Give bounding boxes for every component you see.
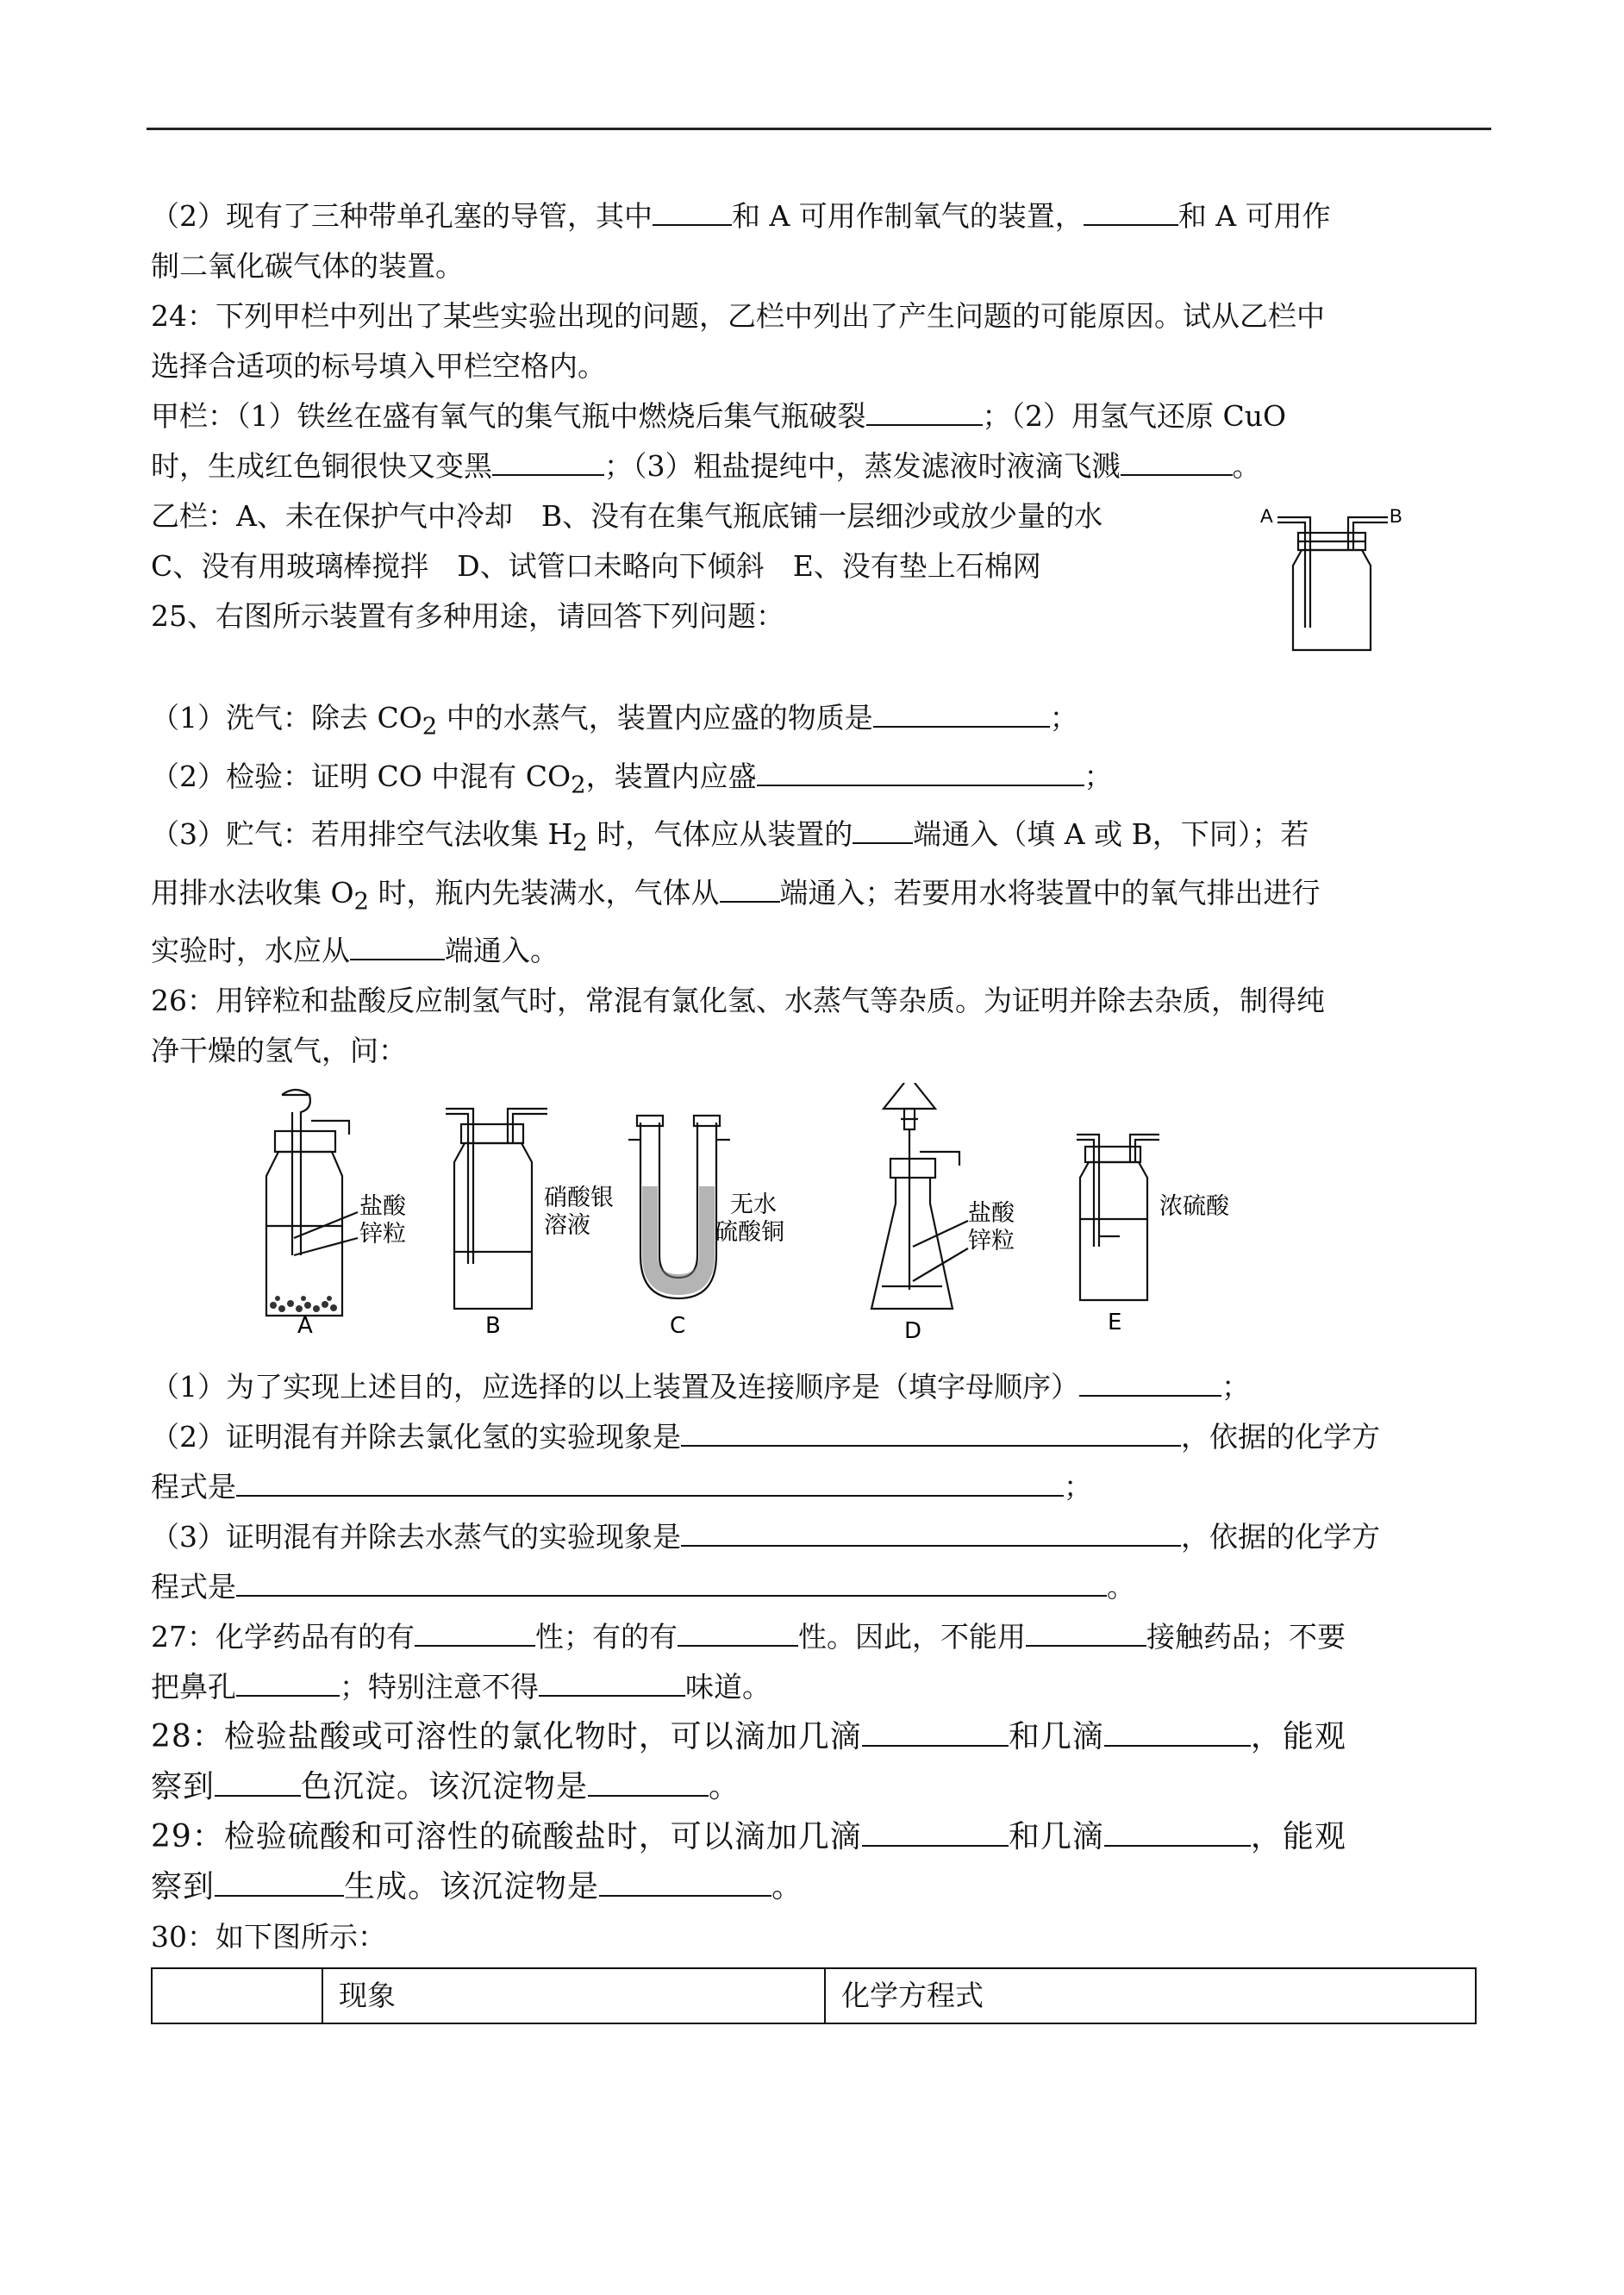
q26-apparatus-b bbox=[435, 1083, 642, 1333]
q25-text: ； bbox=[1049, 701, 1078, 735]
q30-header-blank bbox=[152, 1968, 322, 2023]
q24-blank-3[interactable] bbox=[1121, 447, 1233, 476]
q26-a-letter: A bbox=[297, 1313, 313, 1334]
q25-intro: 25、右图所示装置有多种用途，请回答下列问题： bbox=[151, 599, 784, 633]
q25-sub: 2 bbox=[571, 771, 586, 799]
q29-blank-2[interactable] bbox=[1104, 1817, 1251, 1847]
q26-apparatus-a bbox=[263, 1083, 461, 1333]
q29-blank-1[interactable] bbox=[862, 1817, 1009, 1847]
q25-sub: 2 bbox=[422, 712, 438, 741]
q26-part2-line1 bbox=[151, 1412, 1491, 1462]
q28-blank-3[interactable] bbox=[215, 1767, 301, 1797]
q24-blank-1[interactable] bbox=[866, 397, 983, 426]
q28-text: ，能观 bbox=[1250, 1719, 1346, 1755]
q27-line2 bbox=[151, 1662, 1491, 1712]
q25-text: 端通入；若要用水将装置中的氧气排出进行 bbox=[779, 875, 1321, 910]
q26-c-label-anhydrous: 无水 bbox=[730, 1191, 777, 1219]
worksheet-content bbox=[151, 191, 1491, 2024]
q25-bottle-figure bbox=[1259, 498, 1414, 653]
q30-header-phenomenon: 现象 bbox=[322, 1968, 825, 2023]
q26-b-letter: B bbox=[485, 1313, 501, 1334]
q24-text: 。 bbox=[1232, 449, 1261, 483]
q25-text: 端通入（填 A 或 B，下同）；若 bbox=[913, 817, 1309, 852]
q26-text: （2）证明混有并除去氯化氢的实验现象是 bbox=[151, 1420, 681, 1454]
q24-text: 甲栏：（1）铁丝在盛有氧气的集气瓶中燃烧后集气瓶破裂 bbox=[151, 399, 866, 433]
header-rule bbox=[147, 128, 1491, 130]
q29-text: ，能观 bbox=[1250, 1819, 1346, 1855]
q26-d-label-zn: 锌粒 bbox=[968, 1228, 1015, 1255]
q25-text: （1）洗气：除去 CO bbox=[151, 701, 422, 735]
q26-text: 程式是 bbox=[151, 1470, 236, 1504]
q28-text: 28：检验盐酸或可溶性的氯化物时，可以滴加几滴 bbox=[151, 1719, 862, 1755]
q28-text: 色沉淀。该沉淀物是 bbox=[301, 1769, 589, 1805]
q26-text: （3）证明混有并除去水蒸气的实验现象是 bbox=[151, 1520, 681, 1554]
q29-text: 察到 bbox=[151, 1869, 215, 1905]
q26-part3-line2 bbox=[151, 1562, 1491, 1612]
q26-e-label-h2so4: 浓硫酸 bbox=[1159, 1193, 1229, 1221]
q25-blank-1[interactable] bbox=[873, 698, 1050, 728]
q27-blank-4[interactable] bbox=[236, 1667, 340, 1697]
q25-blank-3[interactable] bbox=[853, 815, 913, 844]
q26-a-label-zn: 锌粒 bbox=[359, 1221, 406, 1248]
q24-jia-line2 bbox=[151, 441, 1491, 491]
q27-text: 性。因此，不能用 bbox=[798, 1620, 1026, 1654]
q26-text: ，依据的化学方 bbox=[1181, 1420, 1380, 1454]
q23-text: 和 A 可用作 bbox=[1177, 199, 1331, 233]
q26-apparatus-c bbox=[625, 1083, 832, 1333]
q25-text: 时，瓶内先装满水，气体从 bbox=[369, 875, 720, 910]
q28-blank-1[interactable] bbox=[862, 1717, 1009, 1747]
q27-blank-5[interactable] bbox=[539, 1667, 685, 1697]
q28-text: 和几滴 bbox=[1008, 1719, 1104, 1755]
q30-header-equation: 化学方程式 bbox=[825, 1968, 1476, 2023]
q28-line2 bbox=[151, 1762, 1491, 1812]
q26-blank-water-phenomenon[interactable] bbox=[681, 1517, 1181, 1547]
q28-text: 。 bbox=[709, 1769, 741, 1805]
q26-intro-line1: 26：用锌粒和盐酸反应制氢气时，常混有氯化氢、水蒸气等杂质。为证明并除去杂质，制得纯 bbox=[151, 984, 1325, 1018]
q27-blank-1[interactable] bbox=[415, 1617, 535, 1647]
q26-d-label-hcl: 盐酸 bbox=[968, 1200, 1015, 1228]
q25-part2 bbox=[151, 752, 1491, 810]
q27-text: 性；有的有 bbox=[535, 1620, 678, 1654]
q30-intro: 30：如下图所示： bbox=[151, 1920, 386, 1954]
q26-part2-line2 bbox=[151, 1462, 1491, 1512]
q26-text: （1）为了实现上述目的，应选择的以上装置及连接顺序是（填字母顺序） bbox=[151, 1370, 1079, 1404]
q29-text: 。 bbox=[771, 1869, 804, 1905]
q29-text: 和几滴 bbox=[1008, 1819, 1104, 1855]
q29-line1 bbox=[151, 1812, 1491, 1862]
q25-text: ； bbox=[1084, 759, 1113, 793]
q29-text: 生成。该沉淀物是 bbox=[344, 1869, 600, 1905]
q26-blank-order[interactable] bbox=[1079, 1367, 1221, 1397]
q26-text: ； bbox=[1064, 1470, 1092, 1504]
q25-sub: 2 bbox=[572, 829, 588, 857]
q27-blank-3[interactable] bbox=[1026, 1617, 1146, 1647]
q25-label-b: B bbox=[1390, 505, 1402, 527]
q27-line1 bbox=[151, 1612, 1491, 1662]
q26-c-label-cuso4: 硫酸铜 bbox=[715, 1219, 784, 1247]
q25-part3-line2 bbox=[151, 868, 1491, 927]
q23-text: 和 A 可用作制氧气的装置， bbox=[732, 199, 1084, 233]
q25-text: 时，气体应从装置的 bbox=[587, 817, 853, 852]
q29-line2 bbox=[151, 1862, 1491, 1912]
q26-part3-line1 bbox=[151, 1512, 1491, 1562]
q25-text: （2）检验：证明 CO 中混有 CO bbox=[151, 759, 572, 793]
q26-text: ； bbox=[1221, 1370, 1250, 1404]
q25-text: 中的水蒸气，装置内应盛的物质是 bbox=[437, 701, 873, 735]
q25-part3-line1 bbox=[151, 810, 1491, 868]
q29-blank-3[interactable] bbox=[215, 1867, 344, 1897]
q23-blank-oxygen[interactable] bbox=[653, 197, 732, 226]
q28-text: 察到 bbox=[151, 1769, 215, 1805]
q26-d-letter: D bbox=[904, 1318, 922, 1342]
q30-table bbox=[151, 1967, 1477, 2024]
q29-blank-4[interactable] bbox=[599, 1867, 771, 1897]
q26-text: 。 bbox=[1107, 1570, 1135, 1604]
q26-b-label-solution: 溶液 bbox=[544, 1212, 590, 1240]
q24-intro-line1: 24：下列甲栏中列出了某些实验出现的问题，乙栏中列出了产生问题的可能原因。试从乙栏中 bbox=[151, 299, 1325, 333]
q27-text: 把鼻孔 bbox=[151, 1670, 236, 1704]
q25-text: ，装置内应盛 bbox=[585, 759, 757, 793]
q24-yi-block bbox=[151, 491, 1491, 641]
q26-apparatus-d bbox=[866, 1083, 1065, 1341]
q25-sub: 2 bbox=[353, 887, 370, 916]
q26-b-label-agno3: 硝酸银 bbox=[544, 1185, 614, 1212]
q23-part2-line1 bbox=[151, 191, 1491, 241]
q25-part1 bbox=[151, 693, 1491, 752]
q24-text: ；（3）粗盐提纯中，蒸发滤液时液滴飞溅 bbox=[604, 449, 1121, 483]
q28-blank-4[interactable] bbox=[588, 1767, 709, 1797]
q25-label-a: A bbox=[1260, 505, 1273, 527]
q28-line1 bbox=[151, 1712, 1491, 1762]
q30-table-header-row bbox=[152, 1968, 1476, 2023]
q26-part1 bbox=[151, 1362, 1491, 1412]
q27-text: 接触药品；不要 bbox=[1146, 1620, 1346, 1654]
q25-blank-5[interactable] bbox=[350, 931, 445, 960]
q26-blank-water-equation[interactable] bbox=[236, 1567, 1107, 1597]
q26-blank-hcl-equation[interactable] bbox=[236, 1467, 1064, 1497]
q26-apparatus-row bbox=[263, 1083, 1491, 1341]
q23-part2-line2: 制二氧化碳气体的装置。 bbox=[151, 249, 464, 283]
q26-intro-line2: 净干燥的氢气，问： bbox=[151, 1034, 407, 1068]
q27-text: 味道。 bbox=[685, 1670, 771, 1704]
q23-text: （2）现有了三种带单孔塞的导管，其中 bbox=[151, 199, 653, 233]
q24-text: ；（2）用氢气还原 CuO bbox=[982, 399, 1287, 433]
q23-blank-co2[interactable] bbox=[1084, 197, 1178, 226]
q24-text: 时，生成红色铜很快又变黑 bbox=[151, 449, 492, 483]
q25-text: 用排水法收集 O bbox=[151, 875, 354, 910]
q25-text: 端通入。 bbox=[445, 934, 559, 968]
q24-jia-line1 bbox=[151, 391, 1491, 441]
q24-blank-2[interactable] bbox=[492, 447, 604, 476]
q25-blank-4[interactable] bbox=[720, 873, 780, 903]
q25-part3-line3 bbox=[151, 926, 1491, 976]
q25-text: 实验时，水应从 bbox=[151, 934, 350, 968]
q24-yi-line2: C、没有用玻璃棒搅拌 D、试管口未略向下倾斜 E、没有垫上石棉网 bbox=[151, 549, 1041, 583]
q25-text: （3）贮气：若用排空气法收集 H bbox=[151, 817, 573, 852]
q27-blank-2[interactable] bbox=[678, 1617, 798, 1647]
q26-e-letter: E bbox=[1108, 1310, 1122, 1334]
q29-text: 29：检验硫酸和可溶性的硫酸盐时，可以滴加几滴 bbox=[151, 1819, 862, 1855]
q28-blank-2[interactable] bbox=[1104, 1717, 1251, 1747]
q25-blank-2[interactable] bbox=[757, 757, 1084, 786]
q27-text: ；特别注意不得 bbox=[340, 1670, 539, 1704]
q26-blank-hcl-phenomenon[interactable] bbox=[681, 1417, 1181, 1447]
q26-a-label-hcl: 盐酸 bbox=[359, 1193, 406, 1221]
q24-yi-line1: 乙栏：A、未在保护气中冷却 B、没有在集气瓶底铺一层细沙或放少量的水 bbox=[151, 499, 1103, 533]
q24-intro-line2: 选择合适项的标号填入甲栏空格内。 bbox=[151, 349, 606, 383]
q26-c-letter: C bbox=[670, 1313, 686, 1334]
q26-text: 程式是 bbox=[151, 1570, 236, 1604]
q27-text: 27：化学药品有的有 bbox=[151, 1620, 415, 1654]
q26-text: ，依据的化学方 bbox=[1181, 1520, 1380, 1554]
q26-apparatus-e bbox=[1073, 1083, 1263, 1333]
